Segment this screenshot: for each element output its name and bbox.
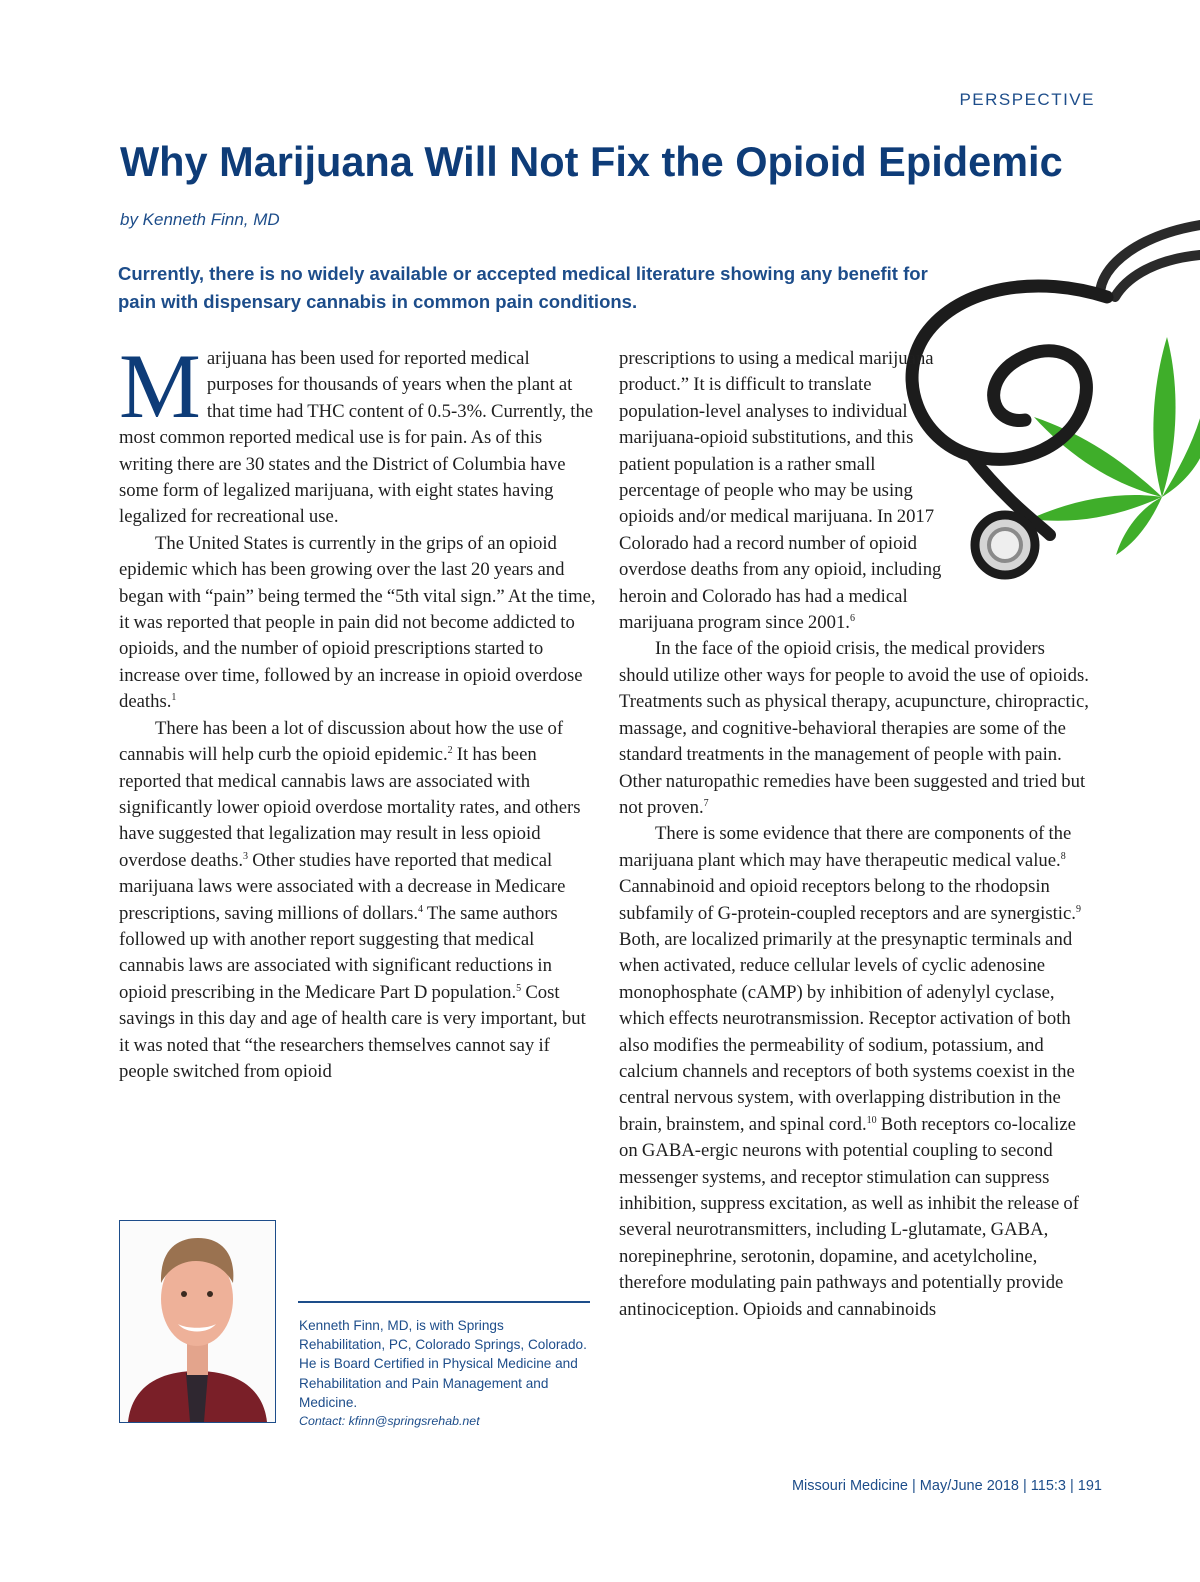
paragraph-1 — [119, 335, 597, 531]
footnote-ref: 5 — [516, 982, 522, 994]
paragraph-6-text: Both, are localized primarily at the presynaptic terminals and when activated, reduce cellular levels of cyclic adenosine monophosphate (cAMP) by inhibition of adenylyl cyclase, which effects neurotransmission. Receptor activation of both also modifies the permeability of sodium, potassium, and calcium channels and receptors of both systems coexist in the central nervous system, with overlapping distribution in the brain, brainstem, and spinal cord. — [619, 928, 1075, 1135]
footnote-ref: 10 — [866, 1114, 877, 1126]
footnote-ref: 1 — [171, 692, 177, 704]
paragraph-6-text: Both receptors co-localize on GABA-ergic neurons with potential coupling to second messenger systems, and receptor stimulation can suppress inhibition, suppress excitation, as well as inhibit the release of several neurotransmitters, including L-glutamate, GABA, norepinephrine, serotonin, dopamine, and acetylcholine, therefore modulating pain pathways and potentially provide antinociception. Opioids and cannabinoids — [619, 1113, 1079, 1320]
column-right — [619, 346, 1093, 1323]
paragraph-4 — [619, 346, 944, 636]
footnote-ref: 3 — [243, 850, 249, 862]
author-bio — [299, 1316, 589, 1431]
footnote-ref: 7 — [703, 797, 709, 809]
author-bio-text: Kenneth Finn, MD, is with Springs Rehabilitation, PC, Colorado Springs, Colorado. He is Board Certified in Physical Medicine and Rehabilitation and Pain Management and Medicine. — [299, 1318, 587, 1410]
paragraph-3 — [119, 716, 597, 1086]
paragraph-3-text: Other studies have reported that medical marijuana laws were associated with a decrease in Medicare prescriptions, saving millions of dollars. — [119, 849, 566, 924]
footnote-ref: 9 — [1075, 903, 1081, 915]
column-left — [119, 335, 597, 1085]
paragraph-5-text: In the face of the opioid crisis, the medical providers should utilize other ways for people to avoid the use of opioids. Treatments such as physical therapy, acupuncture, chiropractic, massage, and cognitive-behavioral therapies are some of the standard treatments in the management of people with pain. Other naturopathic remedies have been suggested and tried but not proven. — [619, 638, 1089, 818]
paragraph-6 — [619, 821, 1093, 1323]
footnote-ref: 8 — [1060, 850, 1066, 862]
paragraph-3-text: The same authors followed up with another report suggesting that medical cannabis laws are associated with significant reductions in opioid prescribing in the Medicare Part D population. — [119, 902, 558, 1003]
footnote-ref: 2 — [447, 745, 453, 757]
footnote-ref: 4 — [418, 903, 424, 915]
paragraph-6-text: There is some evidence that there are components of the marijuana plant which may have therapeutic medical value. — [619, 823, 1072, 871]
author-contact: Contact: kfinn@springsrehab.net — [299, 1414, 480, 1429]
paragraph-3-text: There has been a lot of discussion about how the use of cannabis will help curb the opioid epidemic. — [119, 717, 564, 766]
author-portrait-icon — [120, 1221, 275, 1422]
article-title: Why Marijuana Will Not Fix the Opioid Epidemic — [120, 138, 1063, 185]
paragraph-5 — [619, 636, 1093, 821]
dropcap: M — [119, 335, 201, 437]
paragraph-1-text: arijuana has been used for reported medical purposes for thousands of years when the plant at that time had THC content of 0.5-3%. Currently, the most common reported medical use is for pain. As of this writing there are 30 states and the District of Columbia have some form of legalized marijuana, with eight states having legalized for recreational use. — [119, 348, 594, 528]
paragraph-2-text: The United States is currently in the grips of an opioid epidemic which has been growing over the last 20 years and began with “pain” being termed the “5th vital sign.” At the time, it was reported that people in pain did not become addicted to opioids, and the number of opioid prescriptions started to increase over time, followed by an increase in opioid overdose deaths. — [119, 532, 596, 713]
paragraph-6-text: Cannabinoid and opioid receptors belong to the rhodopsin subfamily of G-protein-coupled receptors and are synergistic. — [619, 876, 1076, 924]
paragraph-3-text: It has been reported that medical cannabis laws are associated with significantly lower opioid overdose mortality rates, and others have suggested that legalization may result in less opioid overdose deaths. — [119, 744, 581, 871]
section-label: PERSPECTIVE — [959, 90, 1095, 109]
article-deck: Currently, there is no widely available or accepted medical literature showing any benefit for pain with dispensary cannabis in common pain conditions. — [118, 263, 928, 312]
page-footer: Missouri Medicine | May/June 2018 | 115:3 | 191 — [791, 1478, 1102, 1494]
paragraph-3-text: Cost savings in this day and age of health care is very important, but it was noted that “the researchers themselves cannot say if people switched from opioid — [119, 981, 586, 1082]
byline: by Kenneth Finn, MD — [120, 210, 280, 229]
author-photo — [119, 1220, 276, 1423]
paragraph-2 — [119, 531, 597, 716]
paragraph-4-text: prescriptions to using a medical marijuana product.” It is difficult to translate population-level analyses to individual marijuana-opioid substitutions, and this patient population is a rather small percentage of people who may be using opioids and/or medical marijuana. In 2017 Colorado had a record number of opioid overdose deaths from any opioid, including heroin and Colorado has had a medical marijuana program since 2001. — [619, 348, 942, 634]
footnote-ref: 6 — [849, 613, 855, 625]
bio-divider — [298, 1301, 590, 1303]
